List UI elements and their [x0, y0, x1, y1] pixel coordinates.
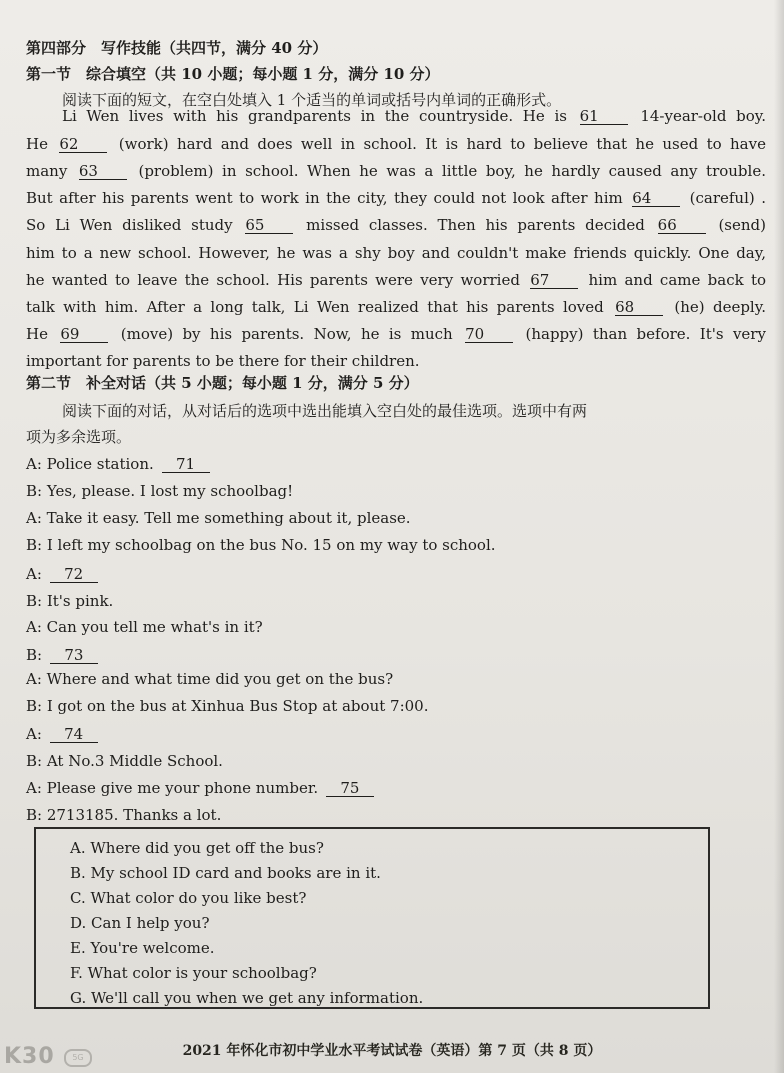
dialogue-text: B: 2713185. Thanks a lot. — [26, 806, 222, 824]
dialogue-line — [26, 696, 766, 716]
network-badge: 5G — [64, 1049, 92, 1067]
dialogue-text: A: Can you tell me what's in it? — [26, 618, 263, 636]
section2-title: 第二节 补全对话（共 5 小题；每小题 1 分，满分 5 分） — [26, 374, 419, 392]
option-item: C. What color do you like best? — [70, 889, 307, 907]
dialogue-line — [26, 669, 766, 689]
section1-title: 第一节 综合填空（共 10 小题；每小题 1 分，满分 10 分） — [26, 65, 440, 83]
passage-text: talk with him. After a long talk, Li Wen realized that his parents loved — [26, 298, 604, 316]
dialogue-text: A: — [26, 565, 42, 583]
passage-text: important for parents to be there for their children. — [26, 352, 420, 370]
passage-line — [26, 188, 766, 208]
passage-text: But after his parents went to work in the city, they could not look after him — [26, 189, 623, 207]
passage-text: (he) deeply. — [674, 298, 766, 316]
section1-instruction: 阅读下面的短文，在空白处填入 1 个适当的单词或括号内单词的正确形式。 — [62, 91, 562, 109]
answer-blank[interactable]: 69 — [60, 326, 108, 343]
passage-line — [26, 215, 766, 235]
dialogue-line — [26, 591, 766, 611]
passage-line — [62, 106, 766, 126]
dialogue-text: B: I left my schoolbag on the bus No. 15 on my way to school. — [26, 536, 496, 554]
passage-text: him and came back to — [588, 271, 767, 289]
passage-text: (happy) than before. It's very — [525, 325, 766, 343]
answer-blank[interactable]: 67 — [530, 272, 578, 289]
dialogue-text: B: It's pink. — [26, 592, 114, 610]
dialogue-text: A: Please give me your phone number. — [26, 779, 319, 797]
dialogue-line — [26, 564, 766, 584]
passage-text: him to a new school. However, he was a shy boy and couldn't make friends quickly. One day, — [26, 244, 766, 262]
passage-line — [26, 324, 766, 344]
option-item: B. My school ID card and books are in it. — [70, 864, 381, 882]
passage-text: So Li Wen disliked study — [26, 216, 233, 234]
dialogue-text: A: — [26, 725, 42, 743]
passage-text: (send) — [718, 216, 766, 234]
part-title: 第四部分 写作技能（共四节，满分 40 分） — [26, 39, 328, 57]
option-item: G. We'll call you when we get any information. — [70, 989, 424, 1007]
option-item: D. Can I help you? — [70, 914, 210, 932]
dialogue-line — [26, 508, 766, 528]
answer-blank[interactable]: 62 — [59, 136, 107, 153]
dialogue-text: B: I got on the bus at Xinhua Bus Stop at about 7:00. — [26, 697, 429, 715]
option-item: F. What color is your schoolbag? — [70, 964, 317, 982]
passage-text: he wanted to leave the school. His parents were very worried — [26, 271, 520, 289]
passage-line — [26, 270, 766, 290]
dialogue-text: B: — [26, 646, 43, 664]
dialogue-text: A: Take it easy. Tell me something about it, please. — [26, 509, 411, 527]
answer-blank[interactable]: 68 — [615, 299, 663, 316]
answer-blank[interactable]: 73 — [50, 647, 98, 664]
passage-text: (careful) . — [689, 189, 766, 207]
passage-text: many — [26, 162, 68, 180]
answer-blank[interactable]: 64 — [632, 190, 680, 207]
dialogue-line — [26, 805, 766, 825]
option-item: A. Where did you get off the bus? — [70, 839, 324, 857]
dialogue-line — [26, 481, 766, 501]
dialogue-line — [26, 617, 766, 637]
answer-blank[interactable]: 72 — [50, 566, 98, 583]
passage-text: 14-year-old boy. — [640, 107, 766, 125]
answer-blank[interactable]: 70 — [465, 326, 513, 343]
passage-text: He — [26, 325, 48, 343]
answer-blank[interactable]: 66 — [658, 217, 706, 234]
answer-blank[interactable]: 63 — [79, 163, 127, 180]
answer-blank[interactable]: 61 — [580, 108, 628, 125]
answer-blank[interactable]: 65 — [245, 217, 293, 234]
passage-line — [26, 161, 766, 181]
page-footer: 2021 年怀化市初中学业水平考试试卷（英语）第 7 页（共 8 页） — [182, 1043, 602, 1059]
section2-instruction-line2: 项为多余选项。 — [26, 428, 132, 446]
passage-text: missed classes. Then his parents decided — [306, 216, 645, 234]
options-box — [34, 827, 710, 1009]
dialogue-text: B: At No.3 Middle School. — [26, 752, 223, 770]
passage-line — [26, 134, 766, 154]
dialogue-line — [26, 535, 766, 555]
dialogue-text: A: Where and what time did you get on the bus? — [26, 670, 394, 688]
dialogue-text: A: Police station. — [26, 455, 154, 473]
passage-text: (problem) in school. When he was a little boy, he hardly caused any trouble. — [138, 162, 766, 180]
option-item: E. You're welcome. — [70, 939, 215, 957]
passage-line — [26, 243, 766, 263]
passage-text: (work) hard and does well in school. It is hard to believe that he used to have — [118, 135, 766, 153]
passage-line — [26, 297, 766, 317]
passage-text: Li Wen lives with his grandparents in the countryside. He is — [62, 107, 567, 125]
dialogue-line — [26, 778, 766, 798]
answer-blank[interactable]: 71 — [162, 456, 210, 473]
passage-text: (move) by his parents. Now, he is much — [120, 325, 453, 343]
answer-blank[interactable]: 75 — [326, 780, 374, 797]
dialogue-line — [26, 645, 766, 665]
dialogue-line — [26, 454, 766, 474]
dialogue-line — [26, 724, 766, 744]
camera-watermark: K30 — [4, 1044, 55, 1069]
dialogue-line — [26, 751, 766, 771]
passage-text: He — [26, 135, 48, 153]
page-edge-shadow — [774, 0, 784, 1073]
answer-blank[interactable]: 74 — [50, 726, 98, 743]
dialogue-text: B: Yes, please. I lost my schoolbag! — [26, 482, 294, 500]
passage-line — [26, 351, 766, 371]
section2-instruction-line1: 阅读下面的对话，从对话后的选项中选出能填入空白处的最佳选项。选项中有两 — [62, 402, 588, 420]
